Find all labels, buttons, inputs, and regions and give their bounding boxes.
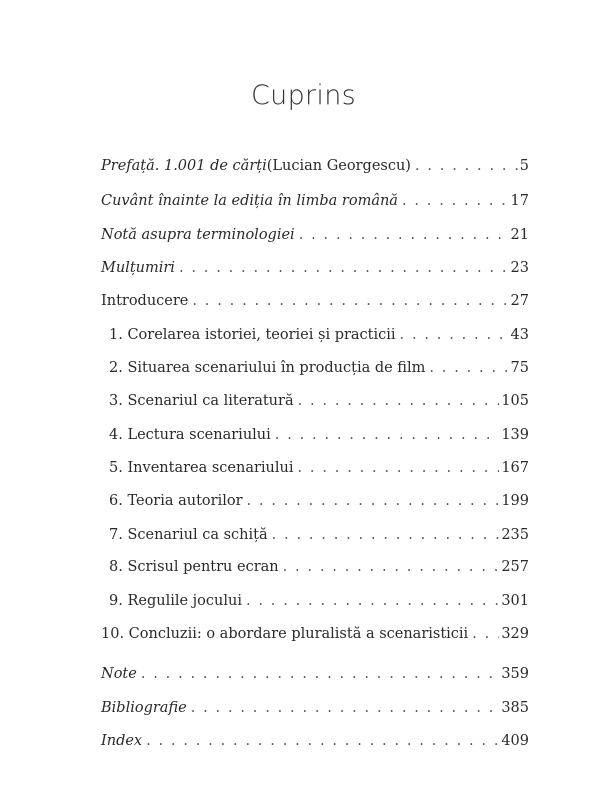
page-number: 43 <box>510 327 529 343</box>
page-number: 301 <box>501 593 529 609</box>
dot-leader <box>247 491 500 511</box>
toc-entry-chapter[interactable] <box>109 325 529 345</box>
dot-leader <box>179 258 509 278</box>
entry-title: 9. Regulile jocului <box>109 593 242 609</box>
page-number: 5 <box>519 158 529 174</box>
toc-entry-chapter[interactable] <box>109 358 529 378</box>
dot-leader <box>299 225 509 245</box>
page-number: 329 <box>501 626 529 642</box>
toc-entry-chapter[interactable] <box>109 491 529 511</box>
dot-leader <box>246 591 499 611</box>
entry-title: 2. Situarea scenariului în producția de film <box>109 360 426 376</box>
page-title: Cuprins <box>251 80 356 111</box>
entry-title: 10. Concluzii: o abordare pluralistă a scenaristicii <box>101 626 469 642</box>
toc-entry-chapter[interactable] <box>109 591 529 611</box>
page-number: 105 <box>501 393 529 409</box>
entry-title: Cuvânt înainte la ediția în limba română <box>101 193 398 209</box>
dot-leader <box>472 624 499 644</box>
entry-title: 3. Scenariul ca literatură <box>109 393 294 409</box>
toc-entry-preface[interactable] <box>101 156 529 176</box>
toc-entry-chapter[interactable] <box>109 557 529 577</box>
entry-title: 1. Corelarea istoriei, teoriei și practicii <box>109 327 396 343</box>
toc-entry-chapter[interactable] <box>109 391 529 411</box>
toc-entry-index[interactable] <box>101 731 529 751</box>
page-number: 167 <box>501 460 529 476</box>
toc-entry-bibliography[interactable] <box>101 698 529 718</box>
toc-entry-introduction[interactable] <box>101 291 529 311</box>
page-number: 75 <box>510 360 529 376</box>
page-number: 385 <box>501 700 529 716</box>
dot-leader <box>283 557 500 577</box>
dot-leader <box>400 325 509 345</box>
dot-leader <box>192 291 508 311</box>
page-number: 235 <box>501 527 529 543</box>
page-number: 409 <box>501 733 529 749</box>
page-number: 257 <box>501 559 529 575</box>
dot-leader <box>275 425 500 445</box>
dot-leader <box>415 156 518 176</box>
entry-title: Prefață. 1.001 de cărți <box>101 158 267 174</box>
dot-leader <box>298 458 500 478</box>
dot-leader <box>402 191 509 211</box>
dot-leader <box>298 391 500 411</box>
page-number: 27 <box>510 293 529 309</box>
toc-entry-chapter[interactable] <box>109 525 529 545</box>
page-number: 139 <box>501 427 529 443</box>
entry-title: Mulțumiri <box>101 260 175 276</box>
entry-title: 6. Teoria autorilor <box>109 493 243 509</box>
toc-entry-terminology[interactable] <box>101 225 529 245</box>
entry-title: Index <box>101 733 143 749</box>
dot-leader <box>146 731 499 751</box>
page-number: 359 <box>501 666 529 682</box>
page-number: 17 <box>510 193 529 209</box>
toc-entry-chapter[interactable] <box>101 624 529 644</box>
page-number: 199 <box>501 493 529 509</box>
entry-title: 7. Scenariul ca schiță <box>109 527 268 543</box>
dot-leader <box>429 358 508 378</box>
entry-author: (Lucian Georgescu) <box>266 158 411 174</box>
dot-leader <box>272 525 500 545</box>
entry-title: 4. Lectura scenariului <box>109 427 271 443</box>
toc-entry-notes[interactable] <box>101 664 529 684</box>
entry-title: 8. Scrisul pentru ecran <box>109 559 279 575</box>
entry-title: Introducere <box>101 293 189 309</box>
entry-title: 5. Inventarea scenariului <box>109 460 294 476</box>
dot-leader <box>141 664 499 684</box>
toc-entry-chapter[interactable] <box>109 425 529 445</box>
page-number: 21 <box>510 227 529 243</box>
entry-title: Notă asupra terminologiei <box>101 227 295 243</box>
toc-entry-foreword[interactable] <box>101 191 529 211</box>
toc-entry-acknowledgements[interactable] <box>101 258 529 278</box>
toc-entry-chapter[interactable] <box>109 458 529 478</box>
dot-leader <box>191 698 500 718</box>
page-number: 23 <box>510 260 529 276</box>
entry-title: Note <box>101 666 137 682</box>
entry-title: Bibliografie <box>101 700 187 716</box>
